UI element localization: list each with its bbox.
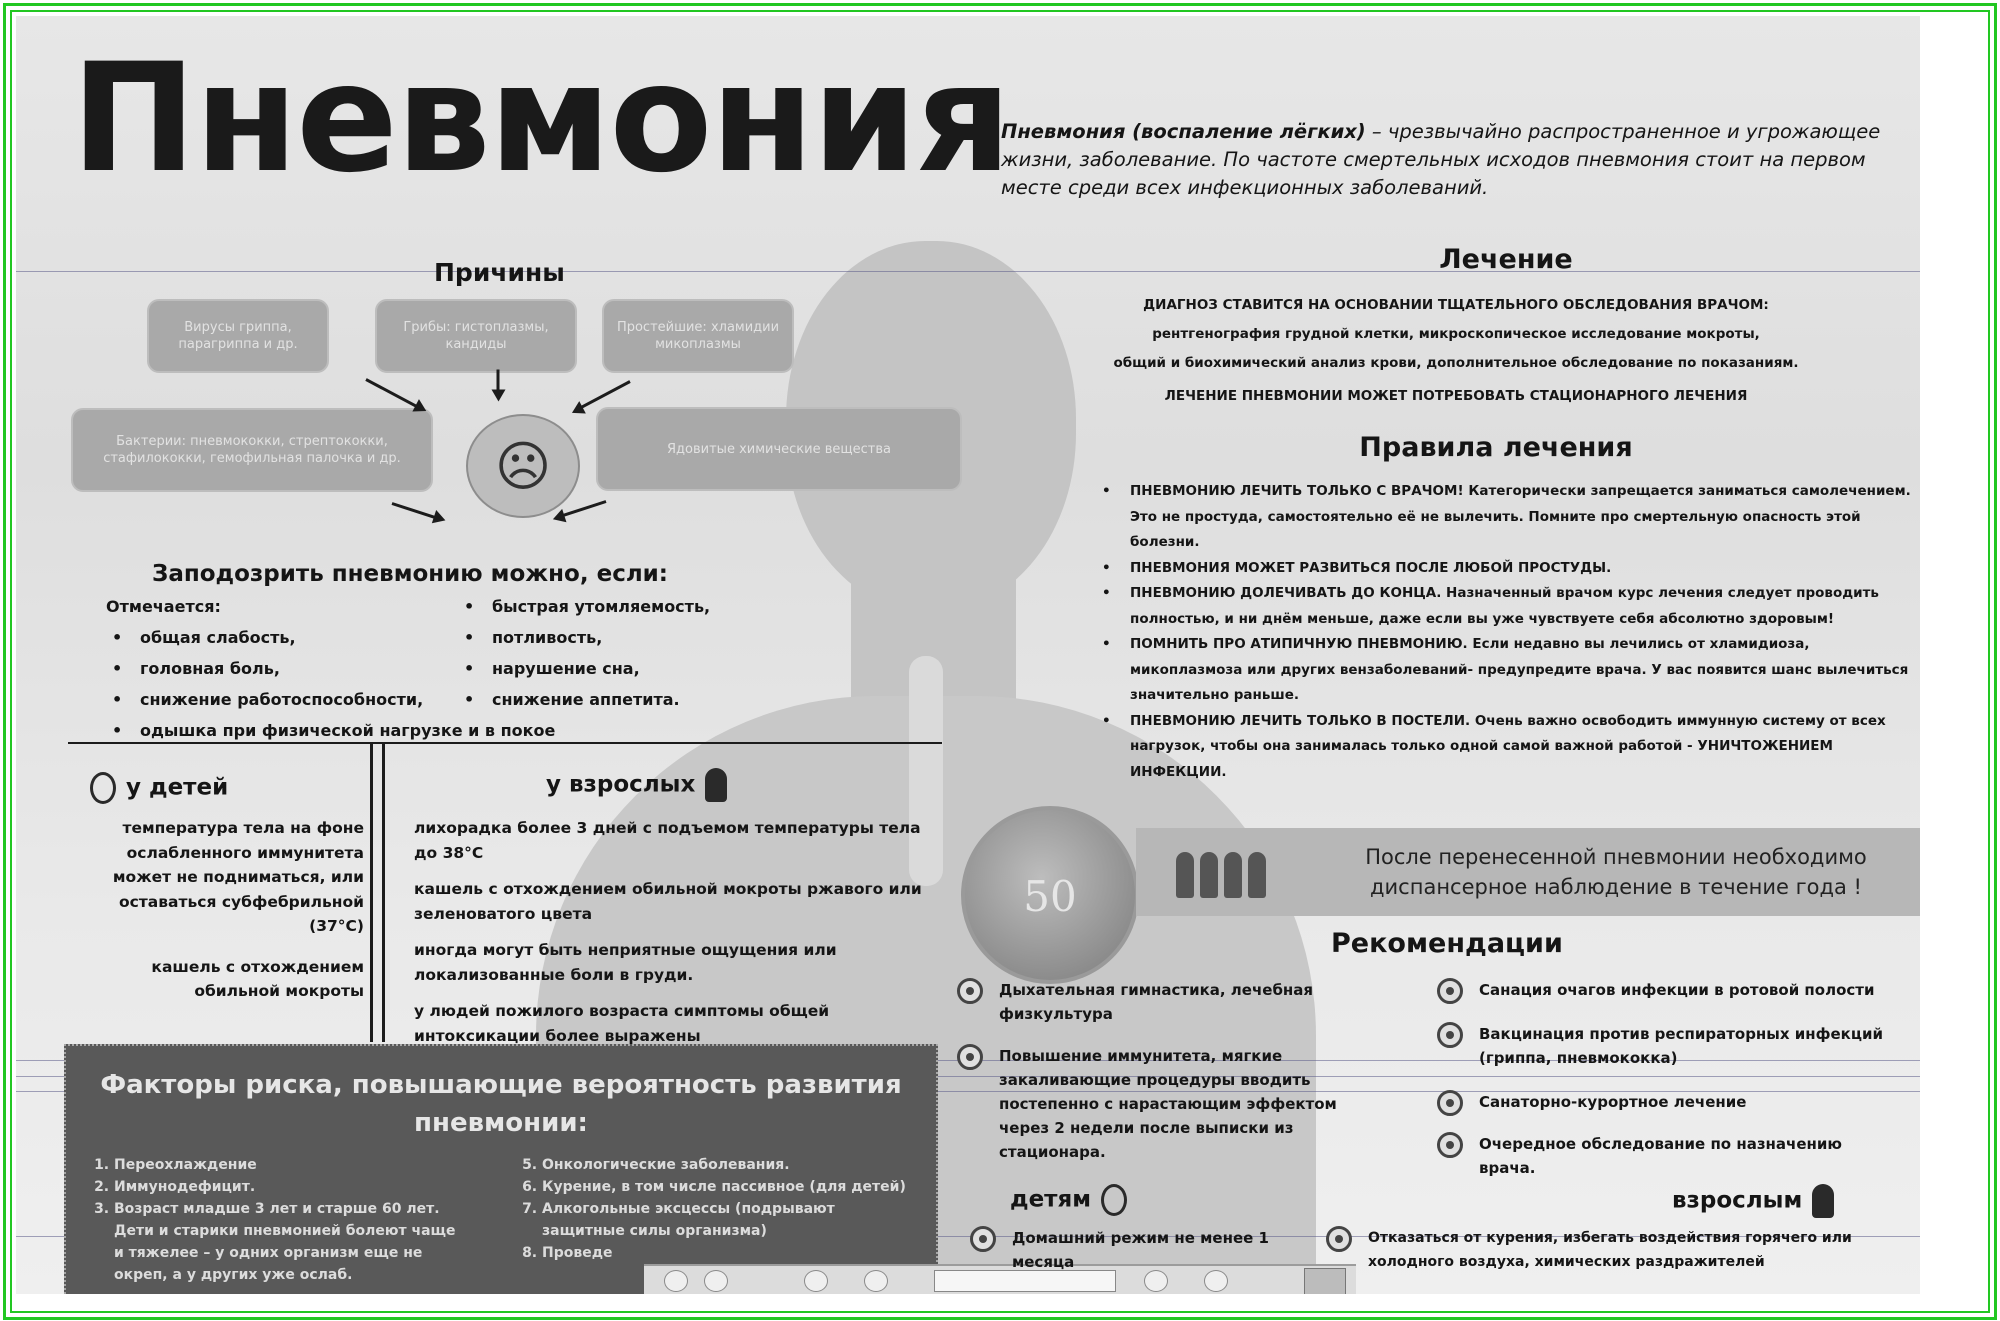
rec-children-item bbox=[1012, 1226, 1272, 1274]
rec-text: Дыхательная гимнастика, лечебная физкультура bbox=[999, 981, 1314, 1023]
globe-emblem bbox=[961, 806, 1139, 984]
toolbar-square-button[interactable] bbox=[1304, 1268, 1346, 1294]
risk-item: 8. Проведе bbox=[542, 1242, 914, 1264]
flower-icon bbox=[1437, 1022, 1463, 1048]
arrow-right-up bbox=[392, 502, 442, 521]
risk-item: 5. Онкологические заболевания. bbox=[542, 1154, 914, 1176]
adult-symptom: иногда могут быть неприятные ощущения или локализованные боли в груди. bbox=[414, 941, 837, 984]
toolbar-button[interactable] bbox=[704, 1270, 728, 1292]
diagnosis-text bbox=[1016, 291, 1896, 378]
risk-factors-panel bbox=[64, 1044, 938, 1294]
adult-symptom: кашель с отхождением обильной мокроты ржавого или зеленоватого цвета bbox=[414, 880, 922, 923]
risk-item: 1. Переохлаждение bbox=[114, 1154, 456, 1176]
symptom-item: • потливость, bbox=[458, 622, 710, 653]
risk-title: Факторы риска, повышающие вероятность развития пневмонии: bbox=[100, 1070, 902, 1138]
rec-item bbox=[1479, 1090, 1899, 1114]
rule-item: • ПНЕВМОНИЮ ЛЕЧИТЬ ТОЛЬКО В ПОСТЕЛИ. Очень важно освободить иммунную систему от всех нагрузок, чтобы она занималась только одной самой важной работой - УНИЧТОЖЕНИЕМ ИНФЕКЦИИ. bbox=[1096, 709, 1916, 786]
symptoms-lead: Отмечается: bbox=[106, 597, 221, 616]
diag-line: ДИАГНОЗ СТАВИТСЯ НА ОСНОВАНИИ ТЩАТЕЛЬНОГО ОБСЛЕДОВАНИЯ ВРАЧОМ: bbox=[1143, 297, 1769, 313]
rec-children-heading bbox=[1010, 1184, 1137, 1216]
divider bbox=[382, 742, 385, 1042]
adult-icon bbox=[705, 768, 727, 802]
coughing-person-icon: ☹ bbox=[466, 414, 580, 518]
followup-text: После перенесенной пневмонии необходимо диспансерное наблюдение в течение года ! bbox=[1365, 845, 1867, 899]
risk-item: 7. Алкогольные эксцессы (подрывают защитные силы организма) bbox=[542, 1198, 914, 1242]
flower-icon bbox=[1326, 1226, 1352, 1252]
adults-heading-label: у взрослых bbox=[546, 771, 696, 798]
rec-adults-heading bbox=[1672, 1184, 1834, 1218]
diag-line: рентгенография грудной клетки, микроскопическое исследование мокроты, bbox=[1152, 326, 1760, 342]
rec-text: Санация очагов инфекции в ротовой полости bbox=[1479, 981, 1875, 999]
child-icon bbox=[90, 772, 116, 804]
cause-box-bacteria: Бактерии: пневмококки, стрептококки, стафилококки, гемофильная палочка и др. bbox=[71, 408, 433, 492]
symptom-item: • одышка при физической нагрузке и в покое bbox=[106, 715, 555, 746]
rec-text: Повышение иммунитета, мягкие закаливающие процедуры вводить постепенно с нарастающим эффектом через 2 недели после выписки из стационара. bbox=[999, 1047, 1337, 1161]
rule-item: • ПНЕВМОНИЮ ДОЛЕЧИВАТЬ ДО КОНЦА. Назначенный врачом курс лечения следует проводить полностью, и ни днём меньше, даже если вы уже чувствуете себя абсолютно здоровым! bbox=[1096, 581, 1916, 632]
toolbar-button[interactable] bbox=[804, 1270, 828, 1292]
symptom-item: • головная боль, bbox=[106, 653, 555, 684]
rec-item bbox=[1479, 978, 1899, 1002]
hospital-text: ЛЕЧЕНИЕ ПНЕВМОНИИ МОЖЕТ ПОТРЕБОВАТЬ СТАЦИОНАРНОГО ЛЕЧЕНИЯ bbox=[1164, 388, 1748, 404]
children-p1: температура тела на фоне ослабленного иммунитета может не подниматься, или оставаться субфебрильной (37°С) bbox=[112, 819, 364, 935]
flower-icon bbox=[1437, 1090, 1463, 1116]
risk-item: 3. Возраст младше 3 лет и старше 60 лет. Дети и старики пневмонией болеют чаще и тяжелее – у одних организм еще не окреп, а у других уже ослаб. bbox=[114, 1198, 456, 1286]
adult-icon bbox=[1812, 1184, 1834, 1218]
adults-heading bbox=[546, 768, 727, 802]
rec-text: Домашний режим не менее 1 месяца bbox=[1012, 1229, 1269, 1271]
intro-body: – чрезвычайно распространенное и угрожающее жизни, заболевание. По частоте смертельных исходов пневмония стоит на первом месте среди всех инфекционных заболеваний. bbox=[1001, 120, 1881, 199]
adult-symptom: лихорадка более 3 дней с подъемом температуры тела до 38°С bbox=[414, 819, 921, 862]
symptom-item: • общая слабость, bbox=[106, 622, 555, 653]
child-icon bbox=[1101, 1184, 1127, 1216]
symptom-item: • нарушение сна, bbox=[458, 653, 710, 684]
children-heading bbox=[90, 772, 228, 804]
symptom-item: • быстрая утомляемость, bbox=[458, 591, 710, 622]
cause-box-protozoa: Простейшие: хламидии микоплазмы bbox=[602, 299, 794, 373]
rules-list bbox=[1096, 479, 1916, 785]
symptoms-right bbox=[458, 591, 710, 715]
divider bbox=[68, 742, 390, 744]
causes-heading: Причины bbox=[434, 258, 565, 287]
symptom-item: • снижение работоспособности, bbox=[106, 684, 555, 715]
risk-item: 6. Курение, в том числе пассивное (для детей) bbox=[542, 1176, 914, 1198]
arrow-right-down bbox=[365, 378, 423, 411]
arrow-down bbox=[497, 370, 500, 398]
rec-item bbox=[1479, 1132, 1899, 1180]
rec-adults-label: взрослым bbox=[1672, 1187, 1803, 1214]
children-heading-label: у детей bbox=[126, 774, 229, 801]
rec-children-label: детям bbox=[1010, 1186, 1092, 1213]
cause-box-chemicals: Ядовитые химические вещества bbox=[596, 407, 962, 491]
intro-text bbox=[1001, 118, 1891, 202]
divider bbox=[382, 742, 942, 744]
flower-icon bbox=[957, 1044, 983, 1070]
diag-line: общий и биохимический анализ крови, дополнительное обследование по показаниям. bbox=[1113, 355, 1799, 371]
suspect-heading: Заподозрить пневмонию можно, если: bbox=[152, 561, 668, 587]
children-p2: кашель с отхождением обильной мокроты bbox=[151, 957, 364, 1000]
cause-box-fungi: Грибы: гистоплазмы, кандиды bbox=[375, 299, 577, 373]
people-icon bbox=[1176, 846, 1286, 898]
rec-item bbox=[999, 1044, 1339, 1164]
risk-item: 2. Иммунодефицит. bbox=[114, 1176, 456, 1198]
toolbar-button[interactable] bbox=[864, 1270, 888, 1292]
rules-heading: Правила лечения bbox=[1359, 432, 1633, 463]
toolbar-button[interactable] bbox=[664, 1270, 688, 1292]
rec-item bbox=[999, 978, 1339, 1026]
rec-adults-item bbox=[1368, 1226, 1888, 1274]
symptom-item: • снижение аппетита. bbox=[458, 684, 710, 715]
rec-item bbox=[1479, 1022, 1899, 1070]
adults-symptoms bbox=[414, 816, 934, 1060]
recommendations-heading: Рекомендации bbox=[1331, 928, 1563, 959]
flower-icon bbox=[957, 978, 983, 1004]
rec-text: Отказаться от курения, избегать воздействия горячего или холодного воздуха, химических раздражителей bbox=[1368, 1230, 1852, 1270]
rec-text: Вакцинация против респираторных инфекций (гриппа, пневмококка) bbox=[1479, 1025, 1884, 1067]
flower-icon bbox=[1437, 1132, 1463, 1158]
followup-banner bbox=[1136, 828, 1920, 916]
flower-icon bbox=[970, 1226, 996, 1252]
risk-left-list bbox=[86, 1154, 456, 1286]
rule-item: • ПНЕВМОНИЮ ЛЕЧИТЬ ТОЛЬКО С ВРАЧОМ! Категорически запрещается заниматься самолечением. Это не простуда, самостоятельно её не вылечить. Помните про смертельную опасность этой болезни. bbox=[1096, 479, 1916, 556]
rule-item: • ПОМНИТЬ ПРО АТИПИЧНУЮ ПНЕВМОНИЮ. Если недавно вы лечились от хламидиоза, микоплазмоза или других вензаболеваний- предупредите врача. У вас появится шанс вылечиться значительно раньше. bbox=[1096, 632, 1916, 709]
rec-text: Очередное обследование по назначению врача. bbox=[1479, 1135, 1842, 1177]
treatment-heading: Лечение bbox=[1439, 244, 1573, 275]
risk-right-list bbox=[514, 1154, 914, 1264]
poster bbox=[16, 16, 1920, 1294]
intro-bold: Пневмония (воспаление лёгких) bbox=[1001, 120, 1366, 143]
cause-box-viruses: Вирусы гриппа, парагриппа и др. bbox=[147, 299, 329, 373]
children-symptoms bbox=[94, 816, 364, 1004]
poster-title: Пневмония bbox=[71, 32, 1010, 206]
divider bbox=[370, 742, 373, 1042]
adult-symptom: у людей пожилого возраста симптомы общей интоксикации более выражены bbox=[414, 1002, 830, 1045]
rec-text: Санаторно-курортное лечение bbox=[1479, 1093, 1747, 1111]
globe-number: 50 bbox=[1023, 872, 1077, 921]
rule-item: • ПНЕВМОНИЯ МОЖЕТ РАЗВИТЬСЯ ПОСЛЕ ЛЮБОЙ ПРОСТУДЫ. bbox=[1096, 556, 1916, 582]
arrow-left-up bbox=[556, 500, 606, 519]
flower-icon bbox=[1437, 978, 1463, 1004]
